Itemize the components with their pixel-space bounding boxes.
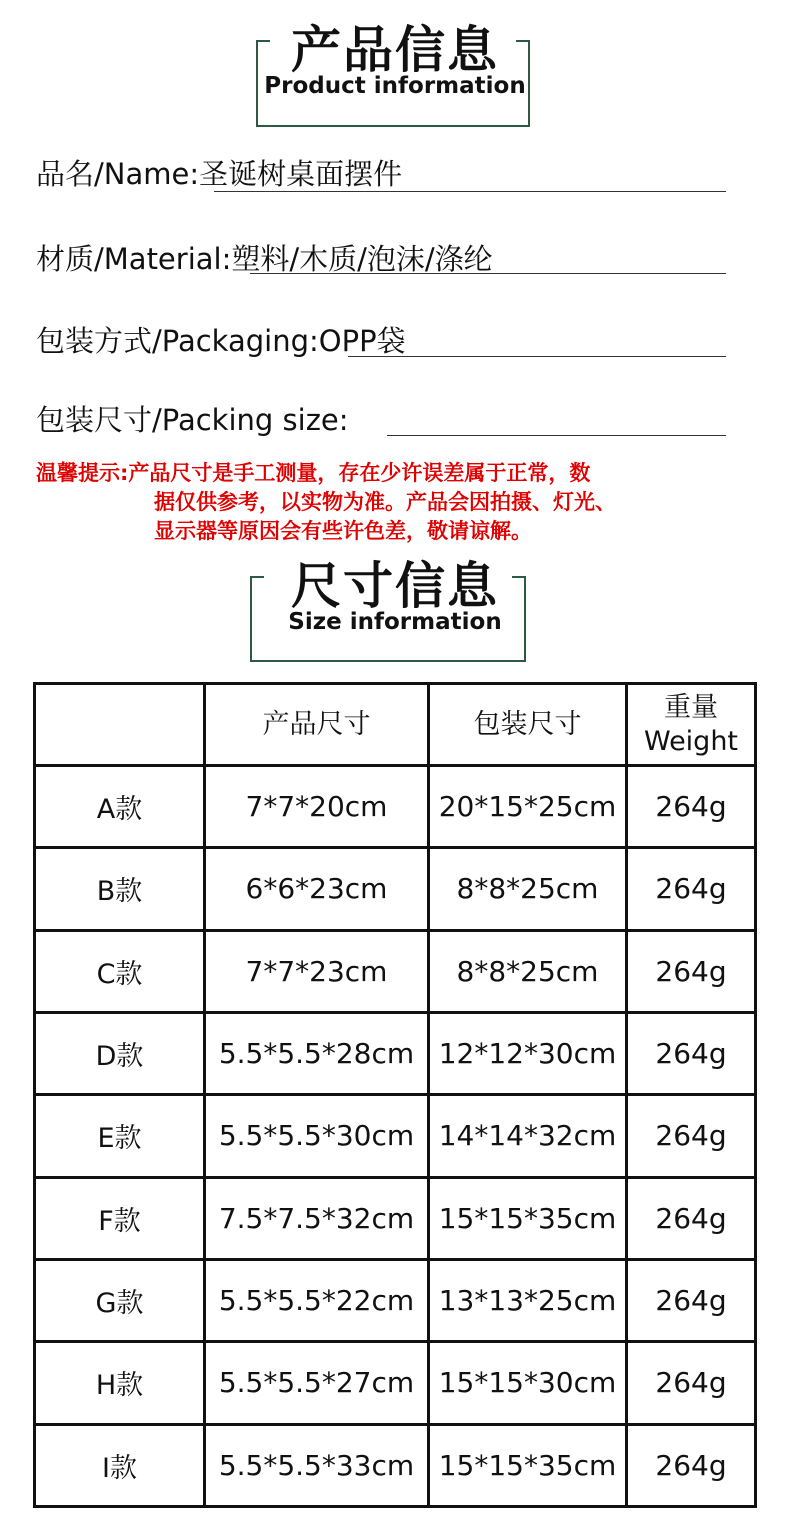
- package-size-cell: 12*12*30cm: [429, 1012, 627, 1094]
- row-label: A款: [35, 766, 205, 848]
- notice-line-2: 据仅供参考，以实物为准。产品会因拍摄、灯光、: [154, 490, 616, 514]
- notice-line-1: 温馨提示:产品尺寸是手工测量，存在少许误差属于正常，数: [36, 461, 591, 485]
- product-size-cell: 5.5*5.5*33cm: [205, 1424, 429, 1506]
- weight-cell: 264g: [627, 1095, 756, 1177]
- product-size-cell: 6*6*23cm: [205, 848, 429, 930]
- size-info-subtitle: Size information: [288, 609, 502, 635]
- packing-size-row: [36, 398, 349, 439]
- package-size-cell: 14*14*32cm: [429, 1095, 627, 1177]
- weight-cell: 264g: [627, 1012, 756, 1094]
- package-size-cell: 8*8*25cm: [429, 930, 627, 1012]
- header-weight-cn: 重量: [664, 691, 718, 723]
- product-info-subtitle: Product information: [264, 73, 526, 99]
- packing-size-underline: [387, 435, 726, 436]
- row-label: F款: [35, 1177, 205, 1259]
- product-size-cell: 5.5*5.5*22cm: [205, 1259, 429, 1341]
- row-label: H款: [35, 1342, 205, 1424]
- table-row: [35, 848, 756, 930]
- package-size-cell: 13*13*25cm: [429, 1259, 627, 1341]
- table-row: [35, 1342, 756, 1424]
- weight-cell: 264g: [627, 1424, 756, 1506]
- size-table: [33, 682, 757, 1508]
- name-value: 圣诞树桌面摆件: [199, 157, 403, 191]
- material-value: 塑料/木质/泡沫/涤纶: [231, 242, 493, 276]
- weight-cell: 264g: [627, 1342, 756, 1424]
- product-size-cell: 7*7*20cm: [205, 766, 429, 848]
- material-underline: [250, 273, 726, 274]
- package-size-cell: 15*15*35cm: [429, 1424, 627, 1506]
- product-size-cell: 7.5*7.5*32cm: [205, 1177, 429, 1259]
- row-label: B款: [35, 848, 205, 930]
- packaging-label: 包装方式/Packaging:: [36, 324, 319, 358]
- material-row: [36, 237, 493, 278]
- weight-cell: 264g: [627, 1177, 756, 1259]
- product-size-cell: 5.5*5.5*27cm: [205, 1342, 429, 1424]
- row-label: C款: [35, 930, 205, 1012]
- table-row: [35, 930, 756, 1012]
- header-blank: [35, 684, 205, 766]
- weight-cell: 264g: [627, 848, 756, 930]
- row-label: E款: [35, 1095, 205, 1177]
- material-label: 材质/Material:: [36, 242, 232, 276]
- notice: [36, 459, 616, 546]
- product-size-cell: 5.5*5.5*30cm: [205, 1095, 429, 1177]
- packaging-value: OPP袋: [318, 324, 406, 358]
- table-row: [35, 1259, 756, 1341]
- header-weight-en: Weight: [643, 725, 739, 757]
- size-table-header-row: [35, 684, 756, 766]
- packaging-underline: [348, 356, 726, 357]
- weight-cell: 264g: [627, 930, 756, 1012]
- header-product-size: 产品尺寸: [205, 684, 429, 766]
- package-size-cell: 15*15*30cm: [429, 1342, 627, 1424]
- packaging-row: [36, 319, 406, 360]
- package-size-cell: 15*15*35cm: [429, 1177, 627, 1259]
- product-size-cell: 5.5*5.5*28cm: [205, 1012, 429, 1094]
- product-size-cell: 7*7*23cm: [205, 930, 429, 1012]
- size-info-title: 尺寸信息: [291, 557, 499, 615]
- table-row: [35, 1095, 756, 1177]
- weight-cell: 264g: [627, 766, 756, 848]
- row-label: D款: [35, 1012, 205, 1094]
- row-label: I款: [35, 1424, 205, 1506]
- header-package-size: 包装尺寸: [429, 684, 627, 766]
- table-row: [35, 1012, 756, 1094]
- table-row: [35, 766, 756, 848]
- product-info-title: 产品信息: [291, 21, 499, 79]
- name-label: 品名/Name:: [36, 157, 200, 191]
- packing-size-label: 包装尺寸/Packing size:: [36, 403, 349, 437]
- name-row: [36, 152, 402, 193]
- package-size-cell: 8*8*25cm: [429, 848, 627, 930]
- name-underline: [214, 191, 726, 192]
- table-row: [35, 1177, 756, 1259]
- row-label: G款: [35, 1259, 205, 1341]
- package-size-cell: 20*15*25cm: [429, 766, 627, 848]
- header-weight: [627, 684, 756, 766]
- weight-cell: 264g: [627, 1259, 756, 1341]
- table-row: [35, 1424, 756, 1506]
- notice-line-3: 显示器等原因会有些许色差，敬请谅解。: [154, 519, 532, 543]
